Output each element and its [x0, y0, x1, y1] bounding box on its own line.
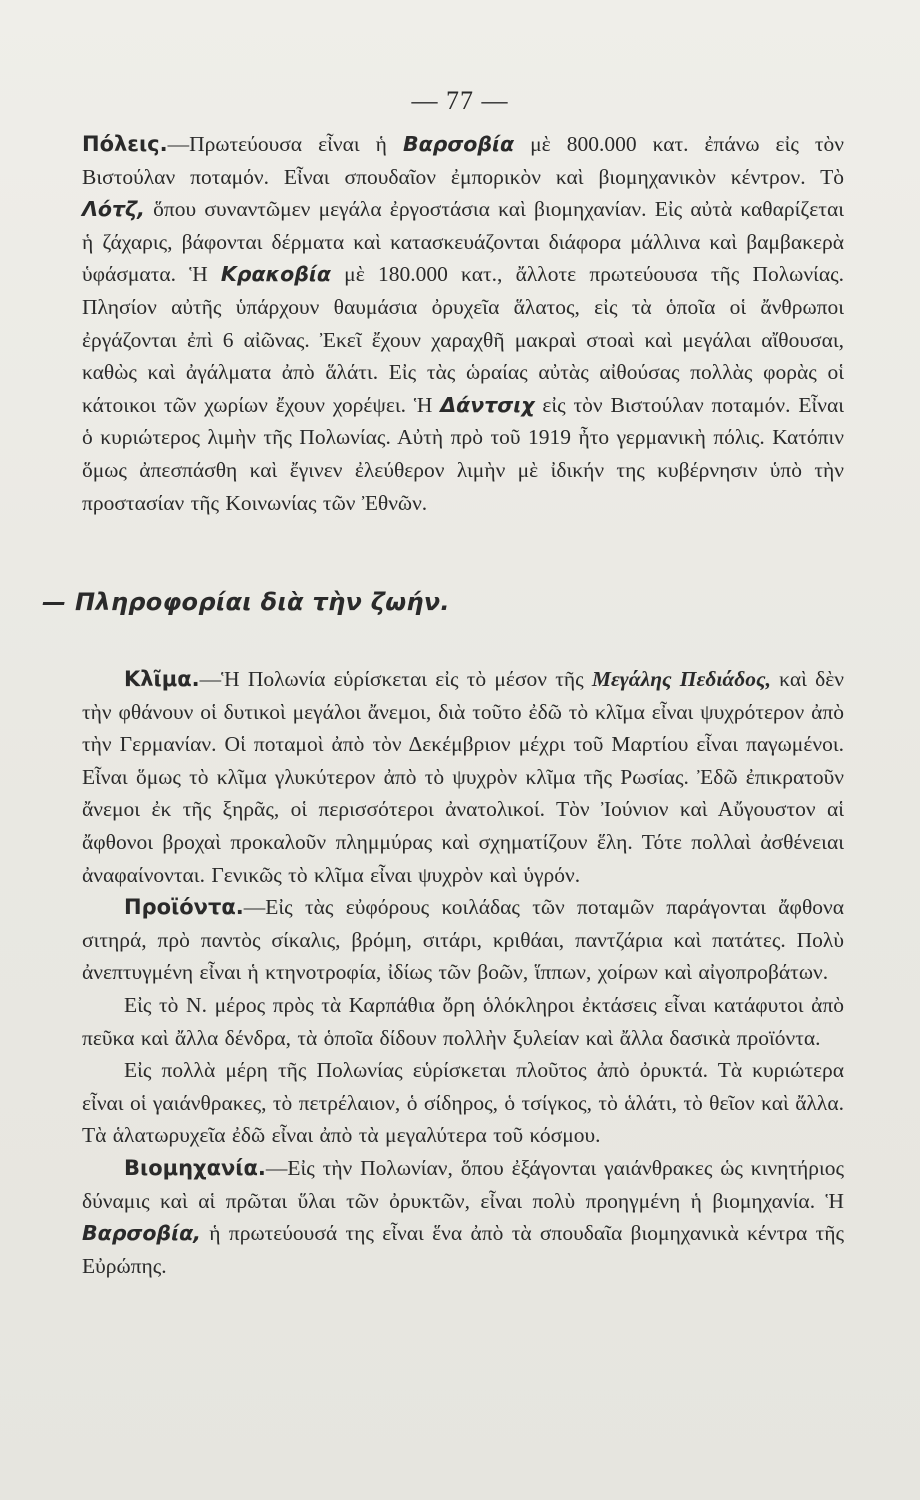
products-paragraph-3: Εἰς πολλὰ μέρη τῆς Πολωνίας εὑρίσκεται πλοῦτος ἀπὸ ὀρυκτά. Τὰ κυριώτερα εἶναι οἱ γαιάνθρακες, τὸ πετρέλαιον, ὁ σίδηρος, ὁ τσίγκος, τὸ ἁλάτι, τὸ θεῖον καὶ ἄλλα. Τὰ ἁλατωρυχεῖα ἐδῶ εἶναι ἀπὸ τὰ μεγαλύτερα τοῦ κόσμου.	[82, 1058, 844, 1148]
section-title: — Πληροφορίαι διὰ τὴν ζωήν.	[42, 588, 450, 616]
danzig-name: Δάντσιχ	[440, 392, 535, 417]
life-info-body	[82, 663, 844, 1282]
climate-text-1: —Ἡ Πολωνία εὑρίσκεται εἰς τὸ μέσον τῆς	[199, 667, 592, 691]
climate-heading: Κλῖμα.	[124, 667, 200, 691]
cities-paragraph	[82, 128, 844, 519]
cities-text-4: μὲ 180.000 κατ., ἄλλοτε πρωτεύουσα τῆς Πολωνίας. Πλησίον αὐτῆς ὑπάρχουν θαυμάσια ὀρυχεῖα ἅλατος, εἰς τὰ ὁποῖα οἱ ἄνθρωποι ἐργάζονται ἐπὶ 6 αἰῶνας. Ἐκεῖ ἔχουν χαραχθῆ μακραὶ στοαὶ καὶ μεγάλαι αἴθουσαι, καθὼς καὶ ἀγάλματα ἀπὸ ἅλάτι. Εἰς τὰς ὡραίας αὐτὰς αἰθούσας πολλὰς φορὰς οἱ κάτοικοι τῶν χωρίων ἔχουν χορέψει. Ἡ	[82, 262, 844, 417]
cities-heading: Πόλεις.	[82, 132, 168, 156]
products-text-1: —Εἰς τὰς εὐφόρους κοιλάδας τῶν ποταμῶν παράγονται ἄφθονα σιτηρά, πρὸ παντὸς σίκαλις, βρόμη, σιτάρι, κριθάαι, παντζάρια καὶ πατάτες. Πολὺ ἀνεπτυγμένη εἶναι ἡ κτηνοτροφία, ἰδίως τῶν βοῶν, ἵππων, χοίρων καὶ αἰγοπροβάτων.	[82, 895, 844, 985]
climate-text-2: καὶ δὲν τὴν φθάνουν οἱ δυτικοὶ μεγάλοι ἄνεμοι, διὰ τοῦτο ἐδῶ τὸ κλῖμα εἶναι ψυχρότερον ἀπὸ τὴν Γερμανίαν. Οἱ ποταμοὶ ἀπὸ τὸν Δεκέμβριον μέχρι τοῦ Μαρτίου εἶναι παγωμένοι. Εἶναι ὅμως τὸ κλῖμα γλυκύτερον ἀπὸ τὸ ψυχρὸν κλῖμα τῆς Ρωσίας. Ἐδῶ ἐπικρατοῦν ἄνεμοι ἐκ τῆς ξηρᾶς, οἱ περισσότεροι ἀνατολικοί. Τὸν Ἰούνιον καὶ Αὔγουστον αἱ ἄφθονοι βροχαὶ προκαλοῦν πλημμύρας καὶ σχηματίζουν ἕλη. Τότε πολλαὶ ἀσθένειαι ἀναφαίνονται. Γενικῶς τὸ κλῖμα εἶναι ψυχρὸν καὶ ὑγρόν.	[82, 667, 844, 887]
cities-text-2: μὲ 800.000 κατ. ἐπάνω εἰς τὸν Βιστούλαν ποταμόν. Εἶναι σπουδαῖον ἐμπορικὸν καὶ βιομηχανικὸν κέντρον. Τὸ	[82, 132, 845, 189]
industry-warsaw-name: Βαρσοβία,	[82, 1221, 201, 1246]
industry-heading: Βιομηχανία.	[124, 1155, 266, 1180]
products-paragraph-2: Εἰς τὸ Ν. μέρος πρὸς τὰ Καρπάθια ὄρη ὁλόκληροι ἐκτάσεις εἶναι κατάφυτοι ἀπὸ πεῦκα καὶ ἄλλα δένδρα, τὰ ὁποῖα δίδουν πολλὴν ξυλείαν καὶ ἄλλα δασικὰ προϊόντα.	[82, 992, 844, 1050]
krakow-name: Κρακοβία	[220, 262, 331, 287]
warsaw-name: Βαρσοβία	[402, 132, 515, 156]
climate-paragraph	[82, 663, 844, 891]
great-plain-name: Μεγάλης Πεδιάδος,	[591, 667, 771, 691]
products-paragraph-1	[82, 891, 844, 989]
page-number: — 77 —	[411, 86, 509, 115]
cities-text-3: ὅπου συναντῶμεν μεγάλα ἐργοστάσια καὶ βιομηχανίαν. Εἰς αὐτὰ καθαρίζεται ἡ ζάχαρις, βάφονται δέρματα καὶ κατασκευάζονται διάφορα μάλλινα καὶ βαμβακερὰ ὑφάσματα. Ἡ	[82, 197, 844, 287]
lodz-name: Λότζ,	[82, 197, 145, 222]
cities-text-5: εἰς τὸν Βιστούλαν ποταμόν. Εἶναι ὁ κυριώτερος λιμὴν τῆς Πολωνίας. Αὐτὴ πρὸ τοῦ 1919 ἦτο γερμανικὴ πόλις. Κατόπιν ὅμως ἀπεσπάσθη καὶ ἔγινεν ἐλεύθερον λιμὴν μὲ ἰδικήν της κυβέρνησιν ὑπὸ τὴν προστασίαν τῆς Κοινωνίας τῶν Ἐθνῶν.	[82, 392, 845, 515]
products-heading: Προϊόντα.	[124, 895, 244, 920]
cities-text-1: —Πρωτεύουσα εἶναι ἡ	[167, 132, 403, 156]
industry-text-1: —Εἰς τὴν Πολωνίαν, ὅπου ἐξάγονται γαιάνθρακες ὡς κινητήριος δύναμις καὶ αἱ πρῶται ὕλαι τῶν ὀρυκτῶν, εἶναι πολὺ προηγμένη ἡ βιομηχανία. Ἡ	[82, 1155, 844, 1213]
industry-text-2: ἡ πρωτεύουσά της εἶναι ἕνα ἀπὸ τὰ σπουδαῖα βιομηχανικὰ κέντρα τῆς Εὐρώπης.	[82, 1221, 844, 1278]
industry-paragraph	[82, 1152, 844, 1282]
